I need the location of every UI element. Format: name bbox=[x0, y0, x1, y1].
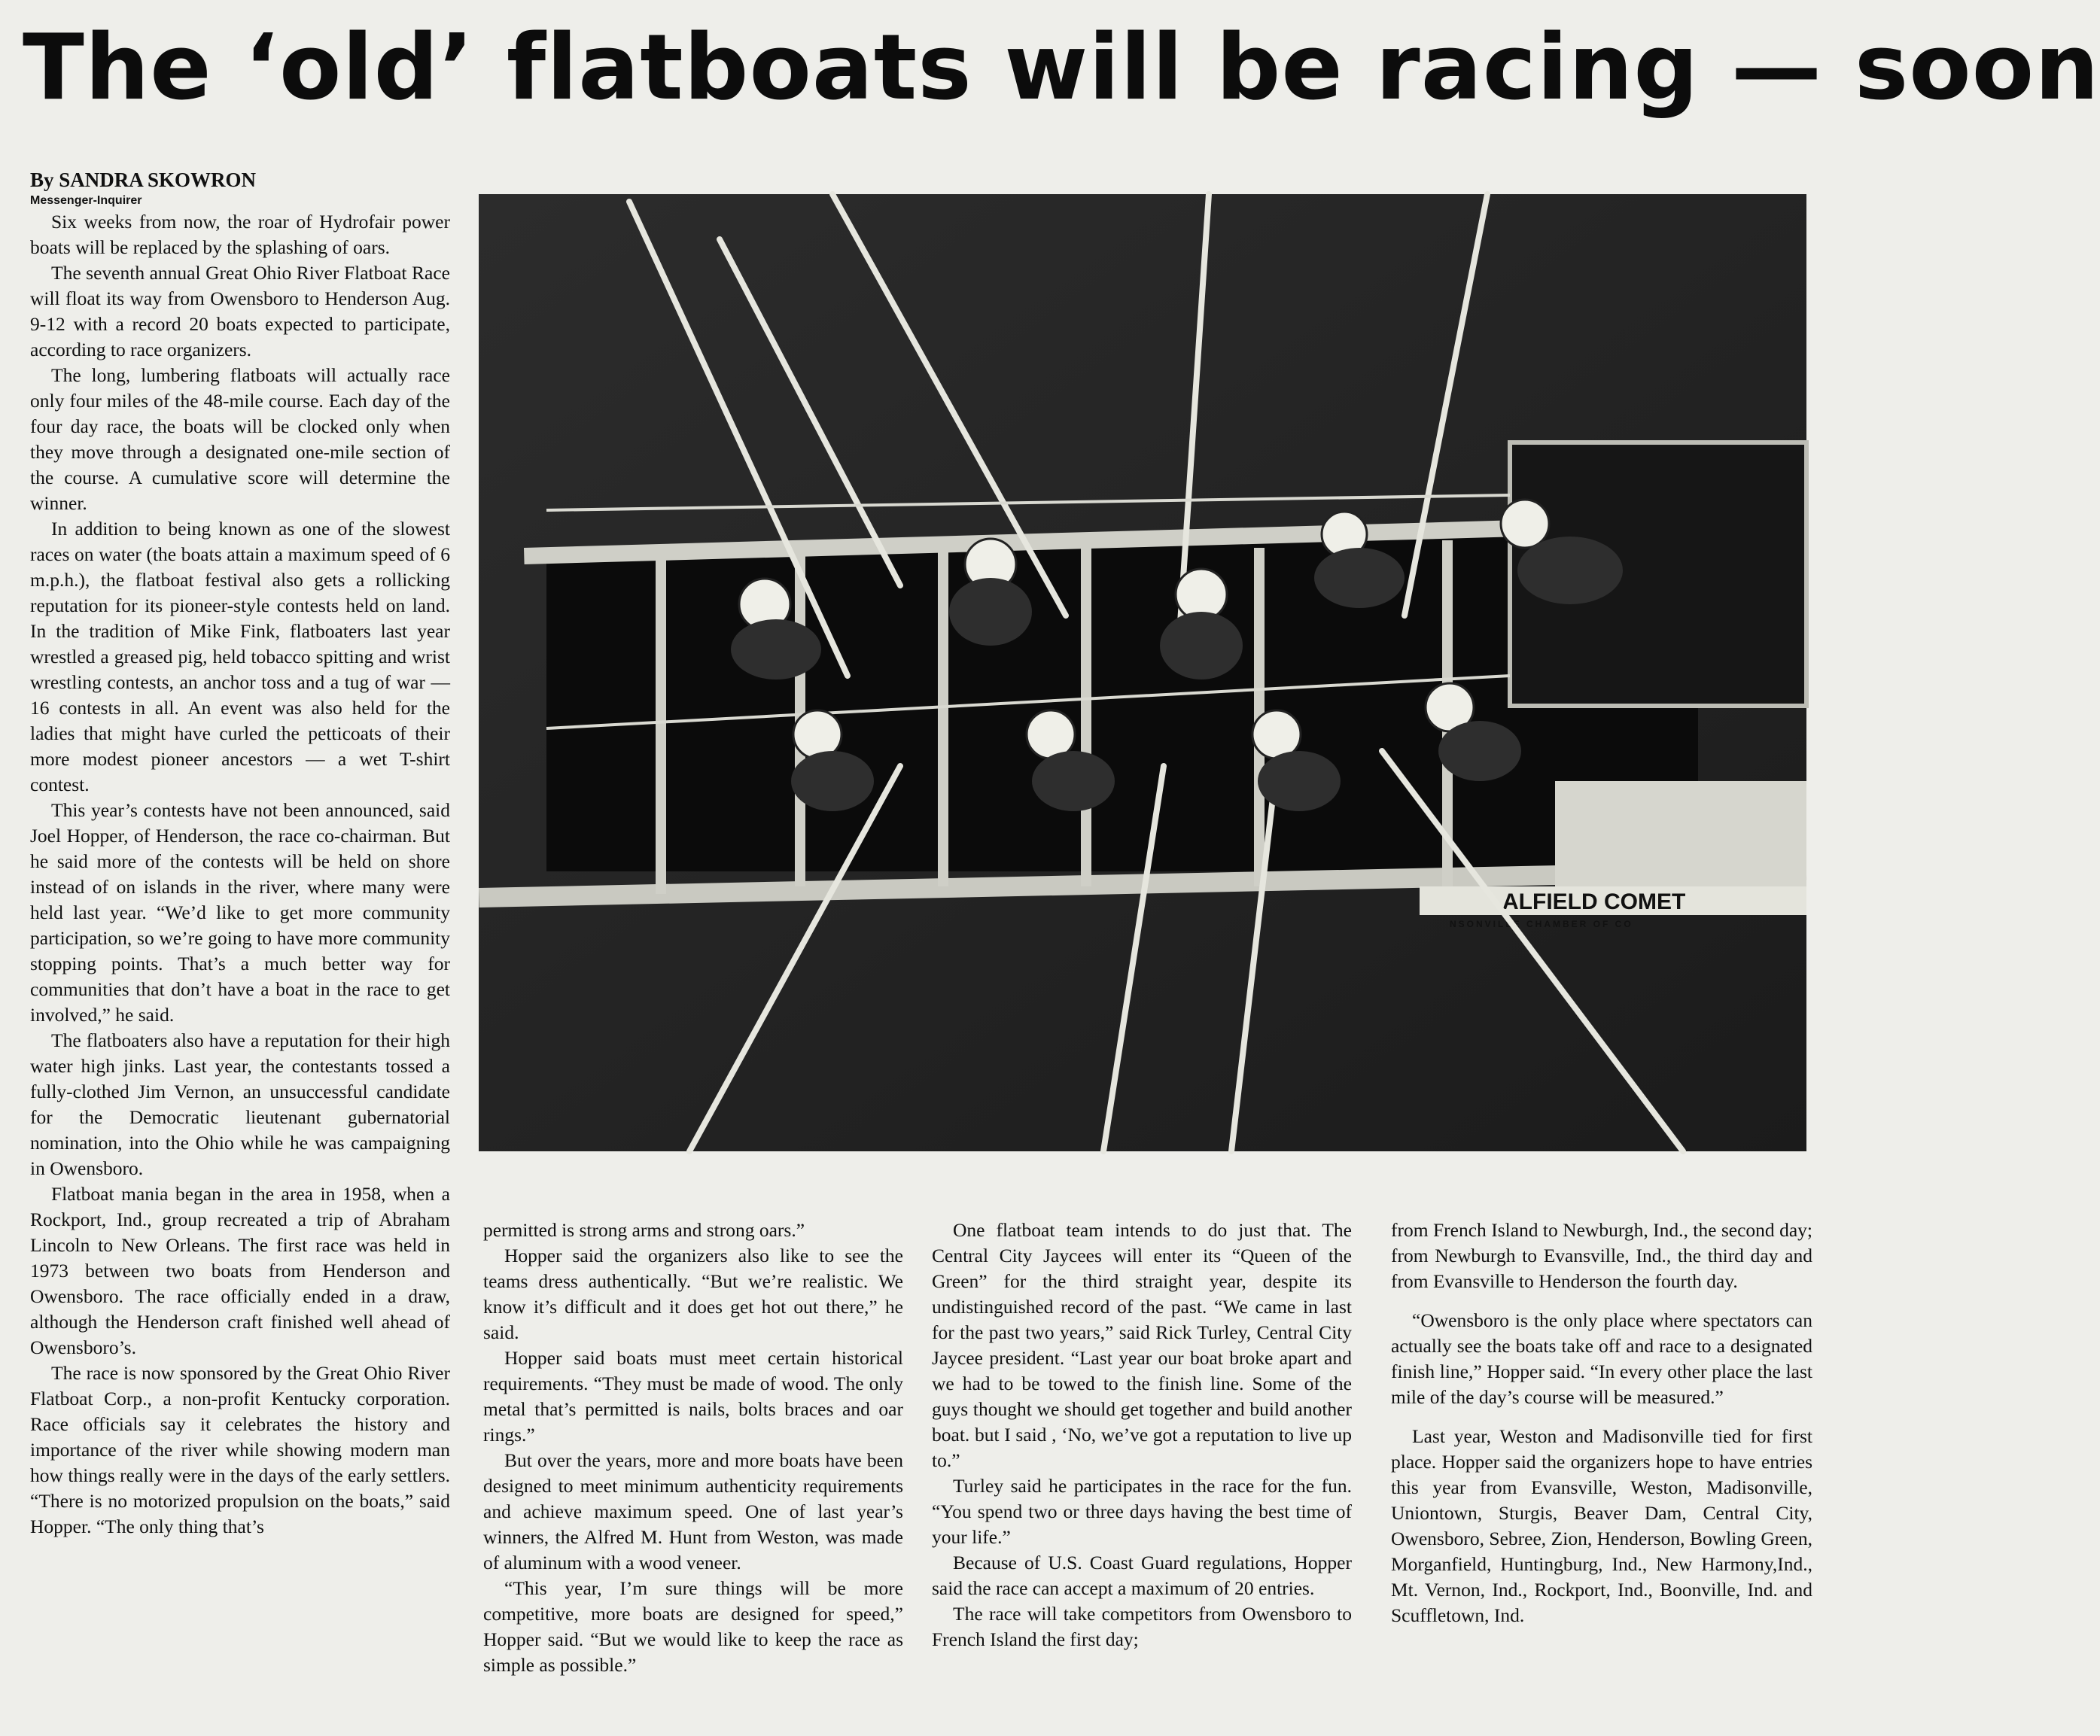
paragraph: Flatboat mania began in the area in 1958, when a Rockport, Ind., group recreated a trip of Abraham Lincoln to New Orleans. The first race was held in 1973 between two boats from Henderson and Owensboro. The race officially ended in a draw, although the Henderson craft finished well ahead of Owensboro’s. bbox=[30, 1183, 450, 1358]
boat-nameplate: ALFIELD COMET bbox=[1502, 889, 1686, 914]
column-3 bbox=[932, 1218, 1352, 1722]
paragraph: Because of U.S. Coast Guard regulations, Hopper said the race can accept a maximum of 20 entries. bbox=[932, 1552, 1352, 1599]
paragraph: The long, lumbering flatboats will actually race only four miles of the 48-mile course. Each day of the four day race, the boats will be clocked only when they move through a designated one-mile section of the course. A cumulative score will determine the winner. bbox=[30, 364, 450, 514]
flatboat-aerial-image bbox=[479, 194, 1806, 1151]
paragraph: The flatboaters also have a reputation for their high water high jinks. Last year, the contestants tossed a fully-clothed Jim Vernon, an unsuccessful candidate for the Democratic lieutenant gubernatorial nomination, into the Ohio while he was campaigning in Owensboro. bbox=[30, 1029, 450, 1179]
paragraph: In addition to being known as one of the slowest races on water (the boats attain a maximum speed of 6 m.p.h.), the flatboat festival also gets a rollicking reputation for its pioneer-style contests held on land. In the tradition of Mike Fink, flatboaters last year wrestled a greased pig, held tobacco spitting and wrist wrestling contests, an anchor toss and a tug of war — 16 contests in all. An event was also held for the ladies that might have curled the petticoats of their more modest pioneer ancestors — a wet T-shirt contest. bbox=[30, 518, 450, 795]
column-4 bbox=[1391, 1218, 1812, 1722]
byline-source: Messenger-Inquirer bbox=[30, 194, 142, 207]
boat-nameplate-sub: NSONVILLE CHAMBER OF CO bbox=[1450, 919, 1633, 929]
paragraph: Last year, Weston and Madisonville tied for first place. Hopper said the organizers hope to have entries this year from Evansville, Weston, Madisonville, Uniontown, Sturgis, Beaver Dam, Central City, Owensboro, Sebree, Zion, Henderson, Bowling Green, Morganfield, Huntingburg, Ind., New Harmony,Ind., Mt. Vernon, Ind., Rockport, Ind., Boonville, Ind. and Scuffletown, Ind. bbox=[1391, 1425, 1812, 1626]
byline: By SANDRA SKOWRON bbox=[30, 169, 257, 191]
paragraph: “This year, I’m sure things will be more competitive, more boats are designed for speed,” Hopper said. “But we would like to keep the race as simple as possible.” bbox=[483, 1577, 903, 1676]
paragraph: But over the years, more and more boats have been designed to meet minimum authenticity requirements and achieve maximum speed. One of last year’s winners, the Alfred M. Hunt from Weston, was made of aluminum with a wood veneer. bbox=[483, 1449, 903, 1573]
paragraph: “Owensboro is the only place where spectators can actually see the boats take off and race to a designated finish line,” Hopper said. “In every other place the last mile of the day’s course will be measured.” bbox=[1391, 1309, 1812, 1408]
paragraph: The race is now sponsored by the Great Ohio River Flatboat Corp., a non-profit Kentucky corporation. Race officials say it celebrates the history and importance of the river while showing modern man how things really were in the days of the early settlers. “There is no motorized propulsion on the boats,” said Hopper. “The only thing that’s bbox=[30, 1362, 450, 1537]
paragraph: Hopper said the organizers also like to see the teams dress authentically. “But we’re realistic. We know it’s difficult and it does get hot out there,” he said. bbox=[483, 1245, 903, 1343]
paragraph: One flatboat team intends to do just that. The Central City Jaycees will enter its “Queen of the Green” for the third straight year, despite its undistinguished record of the past. “We came in last for the past two years,” said Rick Turley, Central City Jaycee president. “Last year our boat broke apart and we had to be towed to the finish line. Some of the guys thought we should get together and build another boat. but I said , ‘No, we’ve got a reputation to live up to.” bbox=[932, 1219, 1352, 1471]
paragraph: permitted is strong arms and strong oars.” bbox=[483, 1219, 805, 1241]
column-2 bbox=[483, 1218, 903, 1722]
paragraph: This year’s contests have not been announced, said Joel Hopper, of Henderson, the race co-chairman. But he said more of the contests will be held on shore instead of on islands in the river, where many were held last year. “We’d like to get more community participation, so we’re going to have more community stopping points. That’s a much better way for communities that don’t have a boat in the race to get involved,” he said. bbox=[30, 799, 450, 1026]
paragraph: from French Island to Newburgh, Ind., the second day; from Newburgh to Evansville, Ind., the third day and from Evansville to Henderson the fourth day. bbox=[1391, 1219, 1812, 1292]
paragraph: The race will take competitors from Owensboro to French Island the first day; bbox=[932, 1603, 1352, 1650]
paragraph: Six weeks from now, the roar of Hydrofair power boats will be replaced by the splashing of oars. bbox=[30, 211, 450, 258]
flatboat-photo bbox=[479, 194, 1806, 1151]
paragraph: Turley said he participates in the race for the fun. “You spend two or three days having the best time of your life.” bbox=[932, 1475, 1352, 1548]
headline: The ‘old’ flatboats will be racing — soon bbox=[23, 16, 2100, 120]
paragraph: Hopper said boats must meet certain historical requirements. “They must be made of wood. The only metal that’s permitted is nails, bolts braces and oar rings.” bbox=[483, 1347, 903, 1446]
paragraph: The seventh annual Great Ohio River Flatboat Race will float its way from Owensboro to Henderson Aug. 9-12 with a record 20 boats expected to participate, according to race organizers. bbox=[30, 262, 450, 360]
column-1 bbox=[30, 167, 450, 1717]
